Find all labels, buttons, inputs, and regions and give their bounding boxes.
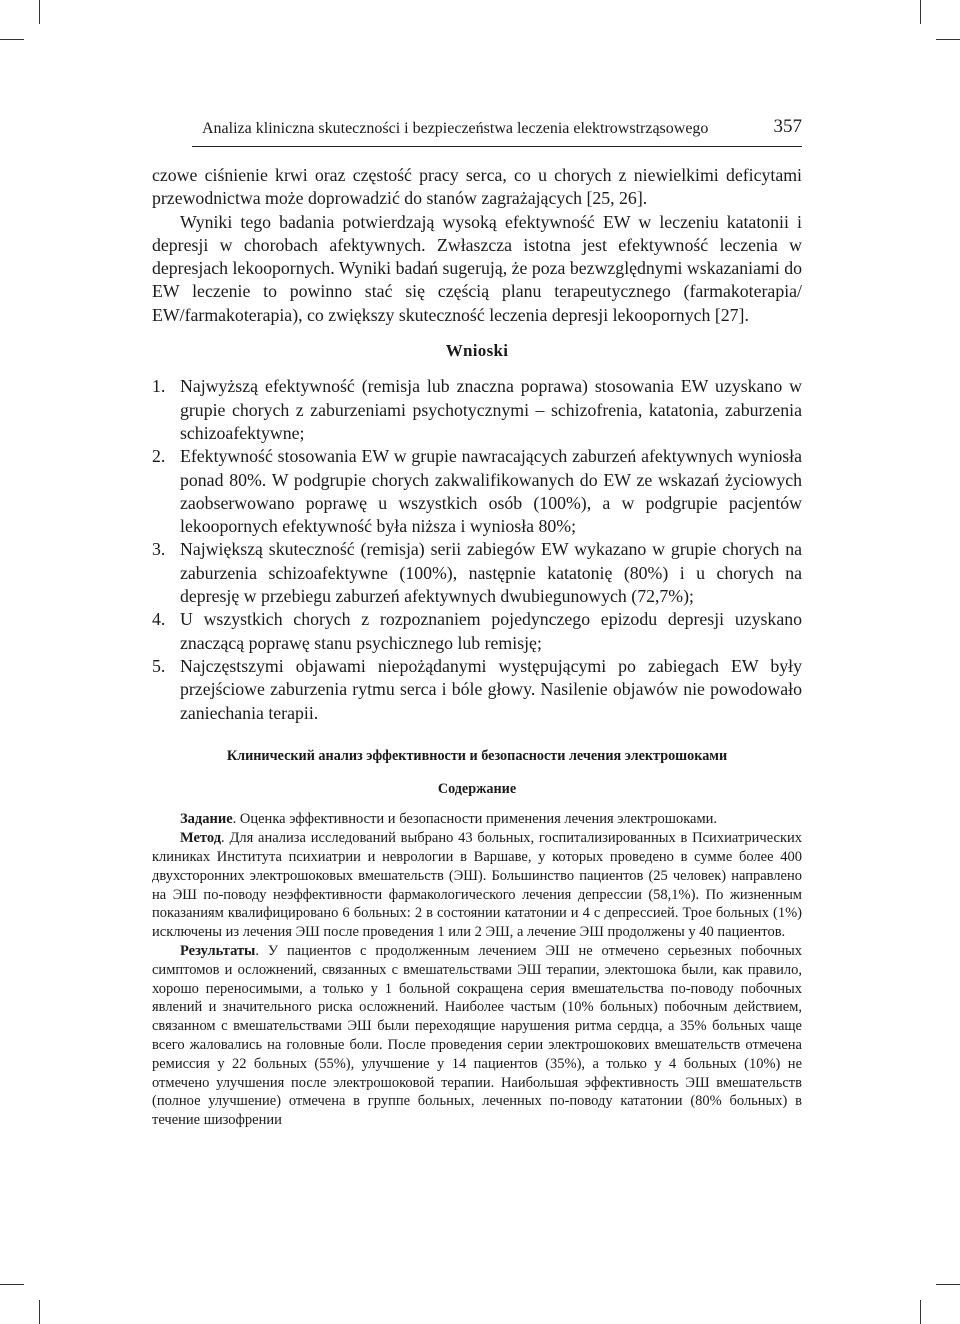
running-title: Analiza kliniczna skuteczności i bezpieczeństwa leczenia elektrowstrząsowego <box>202 120 709 137</box>
summary-title: Клинический анализ эффективности и безопасности лечения электрошоками <box>226 747 728 764</box>
summary-task-text: . Оценка эффективности и безопасности применения лечения электрошоками. <box>232 811 718 828</box>
summary-task-label: Задание <box>180 811 233 828</box>
summary-method <box>152 829 802 942</box>
list-item-text: Najczęstszymi objawami niepożądanymi występującymi po zabiegach EW były przejściowe zaburzenia rytmu serca i bóle głowy. Nasilenie objawów nie powodowało zaniechania terapii. <box>180 655 802 723</box>
summary-results-text: . У пациентов с продолженным лечением ЭШ не отмечено серьезных побочных симптомов и осложнений, связанных с вмешательствами ЭШ терапии, электошока были, как правило, хорошо переносимыми, а только у 1 больной сокращена серия вмешательства по-поводу побочных явлений и значительного риска осложнений. Наиболее частым (10% больных) побочным действием, связанном с вмешательствами ЭШ были переходящие нарушения ритма сердца, а 35% больных чаще всего жаловались на головные боли. После проведения серии электрошокових вмешательств отмечена ремиссия у 22 больных (55%), улучшение у 14 пациентов (35%), а только у 4 больных (10%) не отмечено улучшения после электрошоковой терапии. Наибольшая эффективность ЭШ вмешательств (полное улучшение) отмечена в группе больных, леченных по-поводу кататонии (80% больных) в течение шизофрении <box>152 943 802 1129</box>
list-item <box>152 375 802 445</box>
crop-mark-bottom-right-vertical <box>920 1300 921 1324</box>
crop-mark-top-right-vertical <box>920 0 921 24</box>
list-item <box>152 655 802 725</box>
list-item-number: 4. <box>152 609 166 630</box>
list-item-number: 3. <box>152 539 166 560</box>
crop-mark-bottom-right-horizontal <box>936 1284 960 1285</box>
summary-method-text: . Для анализа исследований выбрано 43 больных, госпитализированных в Психиатрических клиниках Института психиатрии и неврологии в Варшаве, у которых проведено в сумме более 400 двухсторонних электрошоковых вмешательств (ЭШ). Большинство пациентов (25 человек) направлено на ЭШ по-поводу неэффективности фармакологического лечения депрессии (58,1%). По жизненным показаниям квалифицировано 6 больных: 2 в состоянии кататонии и 4 с депрессией. Трое больных (1%) исключены из лечения ЭШ после проведения 1 или 2 ЭШ, а лечение ЭШ продолжены у 40 пациентов. <box>152 830 802 941</box>
summary-task <box>152 810 802 829</box>
list-item-number: 1. <box>152 376 166 397</box>
summary-subtitle: Содержание <box>437 780 517 797</box>
list-item-number: 2. <box>152 446 166 467</box>
summary-results <box>152 942 802 1130</box>
list-item <box>152 445 802 538</box>
conclusions-heading: Wnioski <box>445 341 509 361</box>
crop-mark-top-left-vertical <box>39 0 40 24</box>
crop-mark-top-left-horizontal <box>0 39 24 40</box>
crop-mark-bottom-left-horizontal <box>0 1284 24 1285</box>
crop-mark-top-right-horizontal <box>936 39 960 40</box>
conclusions-list <box>152 375 802 724</box>
page-content <box>152 112 802 1130</box>
paragraph-continued: czowe ciśnienie krwi oraz częstość pracy serca, co u chorych z niewielkimi deficytami przewodnictwa może doprowadzić do stanów zagrażających [25, 26]. <box>152 165 802 209</box>
list-item-text: Najwyższą efektywność (remisja lub znaczna poprawa) stosowania EW uzyskano w grupie chorych z zaburzeniami psychotycznymi – schizofrenia, katatonia, zaburzenia schizoafektywne; <box>180 376 802 443</box>
running-header <box>192 112 802 147</box>
list-item <box>152 538 802 608</box>
russian-summary <box>152 747 802 1130</box>
list-item <box>152 608 802 655</box>
list-item-text: Efektywność stosowania EW w grupie nawracających zaburzeń afektywnych wyniosła ponad 80%. W podgrupie chorych zakwalifikowanych do EW ze wskazań życiowych zaobserwowano poprawę u wszystkich osób (100%), a w podgrupie pacjentów lekoopornych efektywność była niższa i wyniosła 80%; <box>180 446 802 537</box>
summary-method-label: Метод <box>180 830 222 847</box>
summary-results-label: Результаты <box>180 943 256 959</box>
page-number: 357 <box>773 116 802 137</box>
list-item-text: Największą skuteczność (remisja) serii zabiegów EW wykazano w grupie chorych na zaburzenia schizoafektywne (100%), następnie katatonię (80%) i u chorych na depresję w przebiegu zaburzeń afektywnych dwubiegunowych (72,7%); <box>180 539 802 607</box>
crop-mark-bottom-left-vertical <box>39 1300 40 1324</box>
main-text <box>152 164 802 725</box>
list-item-number: 5. <box>152 655 166 676</box>
paragraph-results-discussion: Wyniki tego badania potwierdzają wysoką efektywność EW w leczeniu katatonii i depresji w chorobach afektywnych. Zwłaszcza istotna jest efektywność leczenia w depresjach lekoopornych. Wyniki badań sugerują, że poza bezwzględnymi wskazaniami do EW leczenie to powinno stać się częścią planu terapeutycznego (farmakoterapia/ EW/farmakoterapia), co zwiększy skuteczność leczenia depresji lekoopornych [27]. <box>152 211 802 325</box>
list-item-text: U wszystkich chorych z rozpoznaniem pojedynczego epizodu depresji uzyskano znaczącą poprawę stanu psychicznego lub remisję; <box>180 609 802 653</box>
